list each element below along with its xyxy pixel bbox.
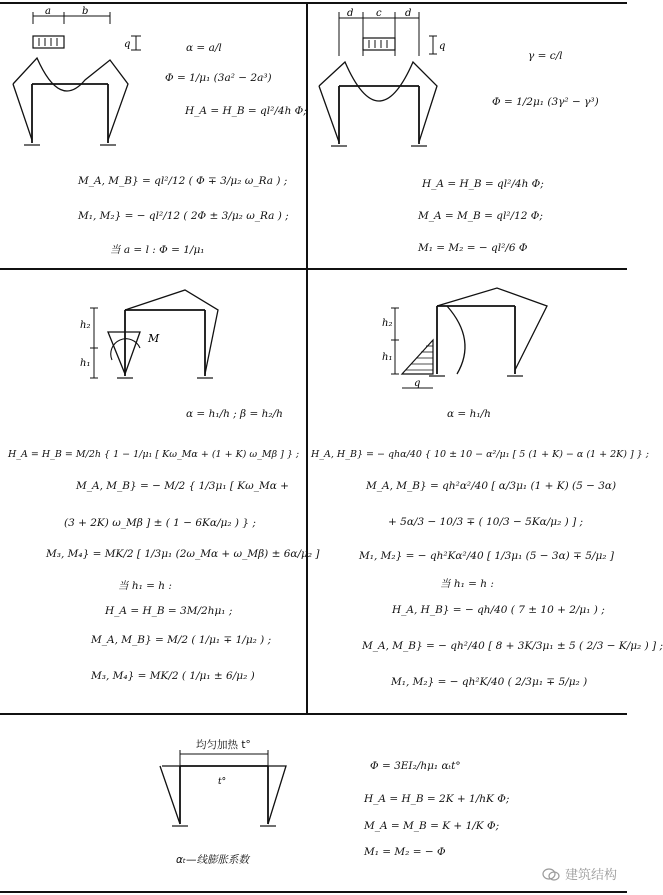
load-label-q: q [439,41,446,52]
moment-label-M: M [148,332,160,345]
watermark-text: 建筑结构 [564,868,617,883]
dim-label-d-left: d [347,8,354,19]
c5-formula-2: H_A = H_B = 2K + 1/hK Φ; [364,793,510,805]
c1-formula-4: M_A, M_B} = ql²/12 ( Φ ∓ 3/μ₂ ω_Ra ) ; [78,175,288,187]
dim-label-h1: h₁ [382,352,393,363]
c5-formula-1: Φ = 3EI₂/hμ₁ αₜt° [370,760,461,772]
dim-label-c: c [376,8,382,19]
c2-formula-3: H_A = H_B = ql²/4h Φ; [422,178,544,190]
c3-formula-6: 当 h₁ = h : [118,580,172,592]
c4-formula-8: M_A, M_B} = − qh²/40 [ 8 + 3K/3μ₁ ± 5 ( 2/3 − K/μ₂ ) ] ; [362,640,663,652]
watermark [542,864,617,883]
c1-formula-6: 当 a = l : Φ = 1/μ₁ [110,244,205,256]
border-bottom [0,891,627,893]
c4-formula-3: M_A, M_B} = qh²α²/40 [ α/3μ₁ (1 + K) (5 − 3α) [366,480,617,492]
c4-formula-6: 当 h₁ = h : [440,578,494,590]
c3-formula-1: α = h₁/h ; β = h₂/h [186,408,283,420]
c4-formula-9: M₁, M₂} = − qh²K/40 ( 2/3μ₁ ∓ 5/μ₂ ) [391,676,588,688]
c2-formula-5: M₁ = M₂ = − ql²/6 Φ [418,242,528,254]
c3-formula-3: M_A, M_B} = − M/2 { 1/3μ₁ [ Kω_Mα + [76,480,289,492]
portal-frame-moment-load-diagram [0,270,306,390]
row-divider-2 [0,713,627,715]
c3-formula-8: M_A, M_B} = M/2 ( 1/μ₁ ∓ 1/μ₂ ) ; [91,634,272,646]
wechat-icon [542,867,560,881]
c5-formula-4: M₁ = M₂ = − Φ [364,846,446,858]
c4-formula-5: M₁, M₂} = − qh²Kα²/40 [ 1/3μ₁ (5 − 3α) ∓ 5/μ₂ ] [359,550,614,562]
load-label-q: q [414,378,421,389]
dim-label-h2: h₂ [382,318,393,329]
load-label-q: q [124,39,131,50]
c4-formula-1: α = h₁/h [447,408,491,420]
c1-formula-3: H_A = H_B = ql²/4h Φ; [185,105,307,117]
c4-formula-2: H_A, H_B} = − qhα/40 { 10 ± 10 − α²/μ₁ [ 5 (1 + K) − α (1 + 2K) ] } ; [311,449,649,460]
c1-formula-2: Φ = 1/μ₁ (3a² − 2a³) [165,72,272,84]
c2-formula-1: γ = c/l [528,50,563,62]
c3-formula-5: M₃, M₄} = MK/2 [ 1/3μ₁ (2ω_Mα + ω_Mβ) ± 6α/μ₂ ] [46,548,320,560]
c4-formula-7: H_A, H_B} = − qh/40 ( 7 ± 10 + 2/μ₁ ) ; [392,604,605,616]
c3-formula-7: H_A = H_B = 3M/2hμ₁ ; [105,605,233,617]
c2-formula-4: M_A = M_B = ql²/12 Φ; [418,210,543,222]
c2-formula-2: Φ = 1/2μ₁ (3γ² − γ³) [492,96,599,108]
dim-label-a: a [45,6,51,17]
portal-frame-central-load-diagram [307,0,627,160]
portal-frame-triangular-load-diagram [307,270,627,400]
c3-formula-2: H_A = H_B = M/2h { 1 − 1/μ₁ [ Kω_Mα + (1 + K) ω_Mβ ] } ; [8,449,300,460]
c3-formula-4: (3 + 2K) ω_Mβ ] ± ( 1 − 6Kα/μ₂ ) } ; [64,517,256,529]
c1-formula-5: M₁, M₂} = − ql²/12 ( 2Φ ± 3/μ₂ ω_Ra ) ; [78,210,289,222]
c3-formula-9: M₃, M₄} = MK/2 ( 1/μ₁ ± 6/μ₂ ) [91,670,255,682]
inner-temp-label: t° [218,777,227,787]
dim-label-h2: h₂ [80,320,91,331]
dim-label-b: b [82,6,89,17]
dim-label-d-right: d [405,8,412,19]
c1-formula-1: α = a/l [186,42,222,54]
heat-label: 均匀加热 t° [196,739,251,751]
c4-formula-4: + 5α/3 − 10/3 ∓ ( 10/3 − 5Kα/μ₂ ) ] ; [388,516,584,528]
c5-formula-3: M_A = M_B = K + 1/K Φ; [364,820,500,832]
expansion-caption: αₜ—线膨胀系数 [176,854,250,866]
dim-label-h1: h₁ [80,358,91,369]
